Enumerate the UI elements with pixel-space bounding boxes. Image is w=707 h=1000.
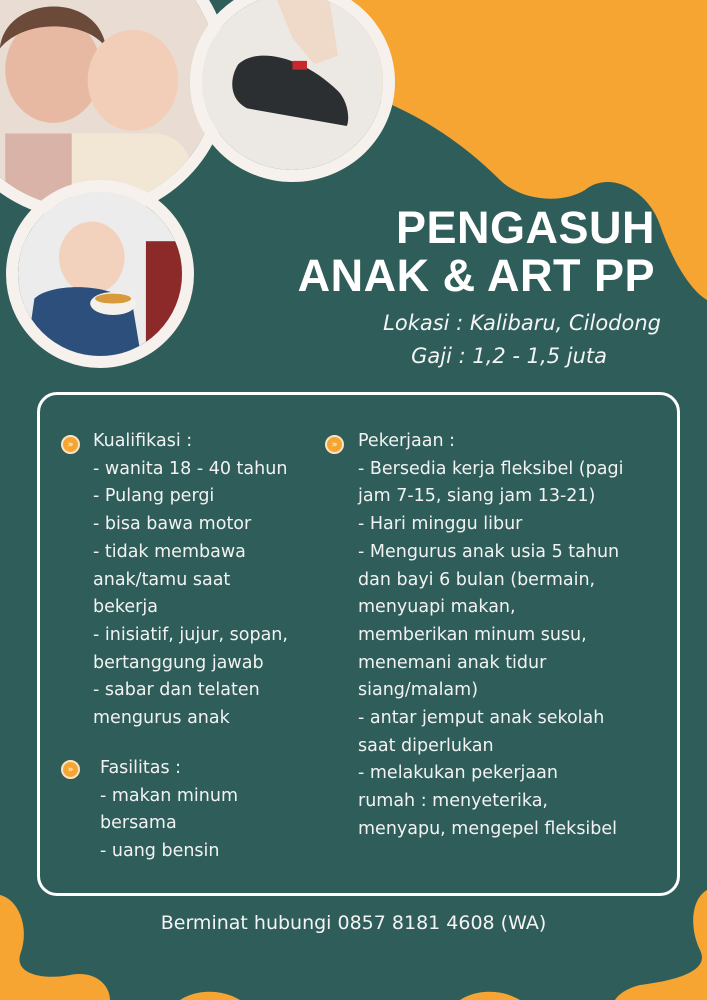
qualification-item: bertanggung jawab [93,652,264,673]
duty-item: - Bersedia kerja fleksibel (pagi [358,458,624,479]
duty-item: rumah : menyeterika, [358,791,548,812]
duty-item: dan bayi 6 bulan (bermain, [358,569,596,590]
facilities-section [100,755,238,866]
baby-feeding-photo [6,180,194,368]
duty-item: - melakukan pekerjaan [358,763,558,784]
double-chevron-right-icon: » [61,435,80,454]
facility-item: bersama [100,813,177,834]
duty-item: menemani anak tidur [358,652,547,673]
duties-heading: Pekerjaan : [358,431,456,451]
duty-item: saat diperlukan [358,735,494,756]
qualification-item: anak/tamu saat [93,569,231,590]
contact-info: Berminat hubungi 0857 8181 4608 (WA) [160,912,547,934]
duty-item: memberikan minum susu, [358,624,587,645]
qualification-item: - sabar dan telaten [93,680,260,701]
qualification-item: - Pulang pergi [93,486,215,507]
duty-item: - Hari minggu libur [358,514,523,535]
double-chevron-right-icon: » [325,435,344,454]
double-chevron-right-icon: » [61,760,80,779]
duty-item: - Mengurus anak usia 5 tahun [358,541,620,562]
facilities-heading: Fasilitas : [100,758,182,778]
qualification-item: - bisa bawa motor [93,514,252,535]
qualifications-heading: Kualifikasi : [93,431,193,451]
qualification-item: - tidak membawa [93,541,246,562]
duty-item: siang/malam) [358,680,479,701]
qualifications-section [93,428,288,733]
facility-item: - makan minum [100,785,238,806]
duty-item: menyuapi makan, [358,597,516,618]
qualification-item: - wanita 18 - 40 tahun [93,458,288,479]
duty-item: jam 7-15, siang jam 13-21) [358,486,596,507]
facility-item: - uang bensin [100,841,220,862]
qualification-item: bekerja [93,597,158,618]
location-text: Lokasi : Kalibaru, Cilodong [383,311,661,335]
qualification-item: - inisiatif, jujur, sopan, [93,624,288,645]
job-title [298,204,655,300]
duty-item: - antar jemput anak sekolah [358,708,605,729]
qualification-item: mengurus anak [93,708,230,729]
salary-text: Gaji : 1,2 - 1,5 juta [411,344,607,368]
duty-item: menyapu, mengepel fleksibel [358,818,618,839]
job-title-line-2: ANAK & ART PP [297,250,655,301]
job-title-line-1: PENGASUH [395,202,655,253]
duties-section [358,428,623,844]
